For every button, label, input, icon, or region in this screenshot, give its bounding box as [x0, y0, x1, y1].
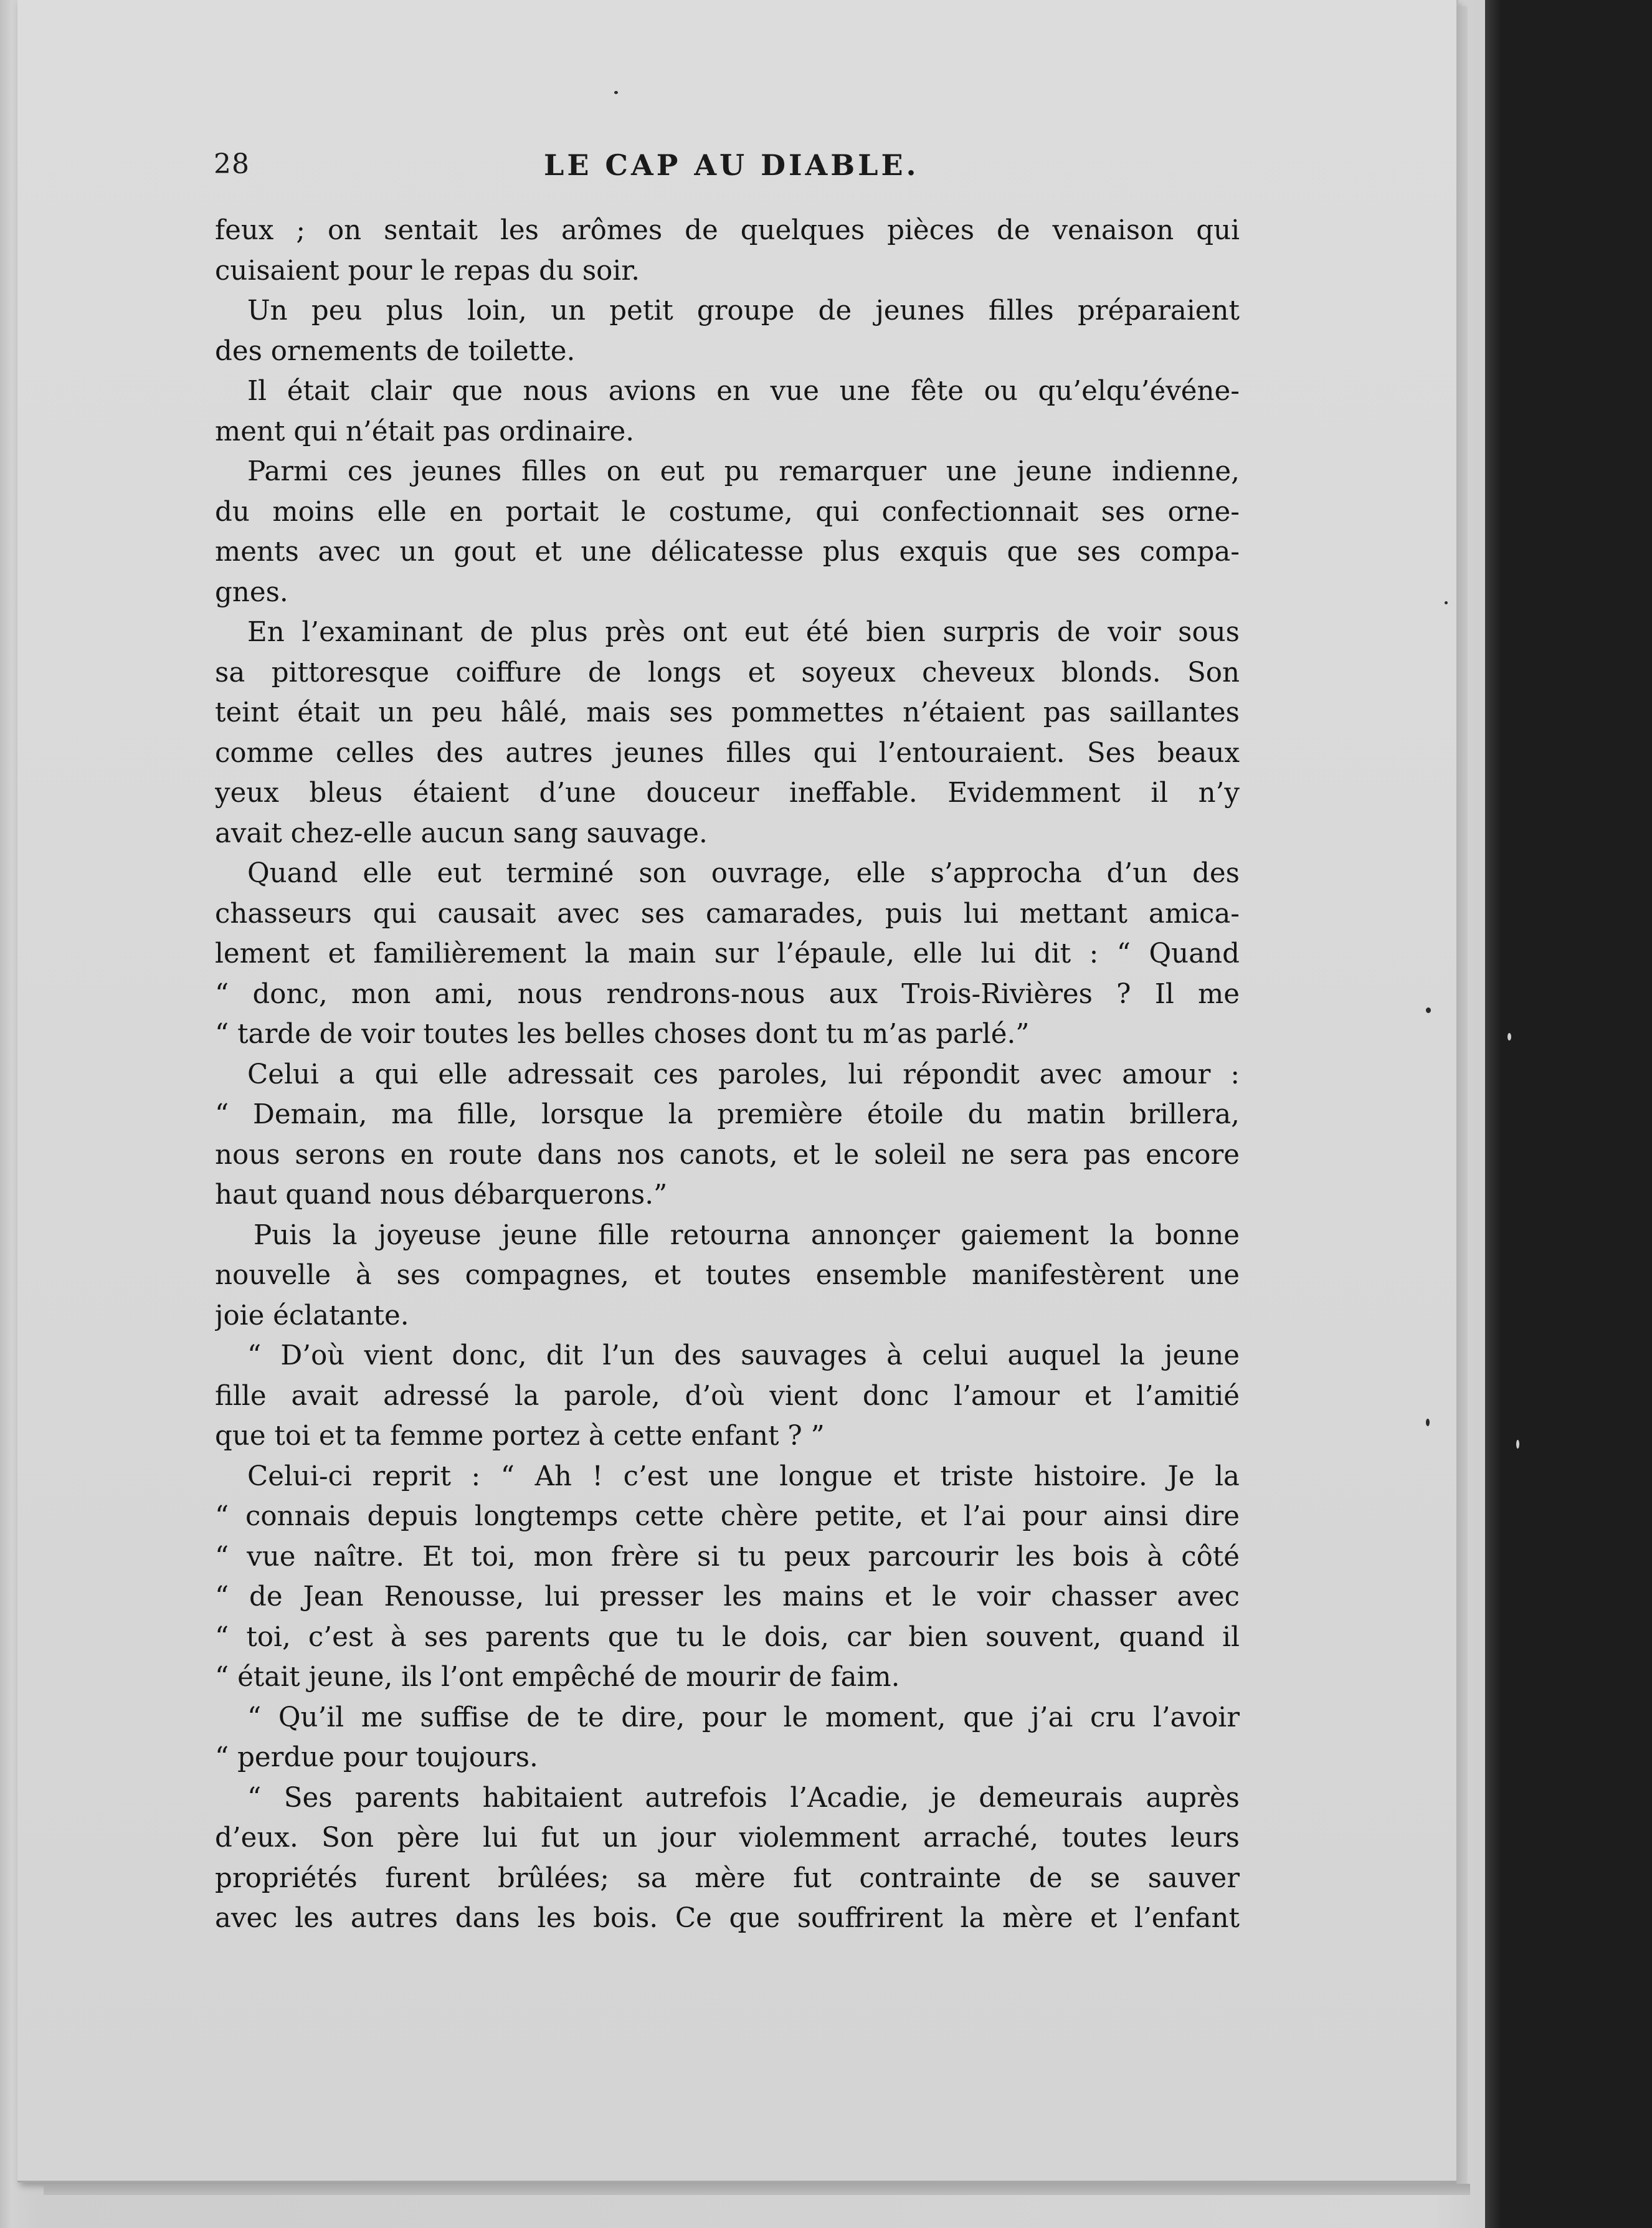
- scan-speck: [1445, 601, 1448, 604]
- text-line: “ Ses parents habitaient autrefois l’Acadie, je demeurais auprès: [247, 1782, 1240, 1814]
- text-line: ment qui n’était pas ordinaire.: [215, 416, 635, 447]
- scanner-dark-margin: [1485, 0, 1652, 2228]
- text-line: nous serons en route dans nos canots, et le soleil ne sera pas encore: [215, 1139, 1240, 1171]
- text-line: “ de Jean Renousse, lui presser les mains et le voir chasser avec: [215, 1581, 1240, 1612]
- text-line: Celui-ci reprit : “ Ah ! c’est une longue et triste histoire. Je la: [247, 1460, 1240, 1492]
- text-line: Quand elle eut terminé son ouvrage, elle s’approcha d’un des: [247, 858, 1240, 889]
- text-line: sa pittoresque coiffure de longs et soyeux cheveux blonds. Son: [215, 657, 1240, 688]
- text-line: gnes.: [215, 576, 288, 608]
- scan-speck: [1516, 1440, 1519, 1449]
- text-line: “ connais depuis longtemps cette chère petite, et l’ai pour ainsi dire: [215, 1501, 1240, 1532]
- text-line: En l’examinant de plus près ont eut été bien surpris de voir sous: [247, 617, 1240, 648]
- scanner-margin-shade: [1485, 0, 1501, 2228]
- text-line: d’eux. Son père lui fut un jour violemment arraché, toutes leurs: [215, 1822, 1240, 1854]
- text-line: cuisaient pour le repas du soir.: [215, 255, 640, 287]
- scan-speck: [1426, 1007, 1431, 1013]
- page-header: [214, 142, 1241, 192]
- text-line: propriétés furent brûlées; sa mère fut contrainte de se sauver: [215, 1862, 1240, 1894]
- page-edge-bottom: [44, 2184, 1470, 2195]
- text-line: “ Qu’il me suffise de te dire, pour le moment, que j’ai cru l’avoir: [247, 1702, 1240, 1733]
- text-line: “ tarde de voir toutes les belles choses dont tu m’as parlé.”: [215, 1019, 1030, 1050]
- text-line: que toi et ta femme portez à cette enfant ? ”: [215, 1421, 825, 1452]
- text-line: feux ; on sentait les arômes de quelques pièces de venaison qui: [215, 215, 1240, 246]
- body-text: [215, 211, 1240, 1939]
- text-line: comme celles des autres jeunes filles qui l’entouraient. Ses beaux: [215, 737, 1240, 769]
- page-edge-right: [1456, 6, 1468, 2190]
- text-line: du moins elle en portait le costume, qui confectionnait ses orne-: [215, 496, 1240, 528]
- text-line: lement et familièrement la main sur l’épaule, elle lui dit : “ Quand: [215, 938, 1240, 969]
- text-line: “ était jeune, ils l’ont empêché de mourir de faim.: [215, 1662, 900, 1693]
- text-line: des ornements de toilette.: [215, 335, 576, 367]
- text-line: haut quand nous débarquerons.”: [215, 1179, 668, 1211]
- text-line: Parmi ces jeunes filles on eut pu remarquer une jeune indienne,: [247, 456, 1240, 487]
- scan-speck: [1426, 1419, 1430, 1426]
- text-line: avec les autres dans les bois. Ce que souffrirent la mère et l’enfant: [215, 1903, 1240, 1934]
- text-line: Il était clair que nous avions en vue une fête ou qu’elqu’événe-: [247, 376, 1240, 407]
- running-title: LE CAP AU DIABLE.: [544, 148, 919, 182]
- text-line: “ perdue pour toujours.: [215, 1742, 538, 1773]
- text-line: avait chez-elle aucun sang sauvage.: [215, 817, 708, 849]
- text-line: “ toi, c’est à ses parents que tu le dois, car bien souvent, quand il: [215, 1621, 1240, 1653]
- scan-speck: [614, 91, 618, 94]
- text-line: “ vue naître. Et toi, mon frère si tu peux parcourir les bois à côté: [215, 1541, 1240, 1573]
- scan-speck: [1507, 1033, 1511, 1040]
- text-line: “ D’où vient donc, dit l’un des sauvages à celui auquel la jeune: [247, 1340, 1240, 1371]
- text-line: Celui a qui elle adressait ces paroles, lui répondit avec amour :: [247, 1059, 1240, 1090]
- text-line: Puis la joyeuse jeune fille retourna annonçer gaiement la bonne: [254, 1219, 1240, 1251]
- text-line: fille avait adressé la parole, d’où vient donc l’amour et l’amitié: [215, 1380, 1240, 1412]
- text-line: Un peu plus loin, un petit groupe de jeunes filles préparaient: [247, 295, 1240, 326]
- text-line: joie éclatante.: [215, 1300, 409, 1331]
- text-line: chasseurs qui causait avec ses camarades, puis lui mettant amica-: [215, 898, 1240, 930]
- text-line: yeux bleus étaient d’une douceur ineffable. Evidemment il n’y: [215, 778, 1240, 809]
- text-line: “ donc, mon ami, nous rendrons-nous aux Trois-Rivières ? Il me: [215, 978, 1240, 1010]
- text-line: nouvelle à ses compagnes, et toutes ensemble manifestèrent une: [215, 1260, 1240, 1291]
- text-line: teint était un peu hâlé, mais ses pommettes n’étaient pas saillantes: [215, 697, 1240, 728]
- page-number: 28: [214, 148, 250, 180]
- text-line: ments avec un gout et une délicatesse plus exquis que ses compa-: [215, 536, 1240, 568]
- text-line: “ Demain, ma fille, lorsque la première étoile du matin brillera,: [215, 1099, 1240, 1130]
